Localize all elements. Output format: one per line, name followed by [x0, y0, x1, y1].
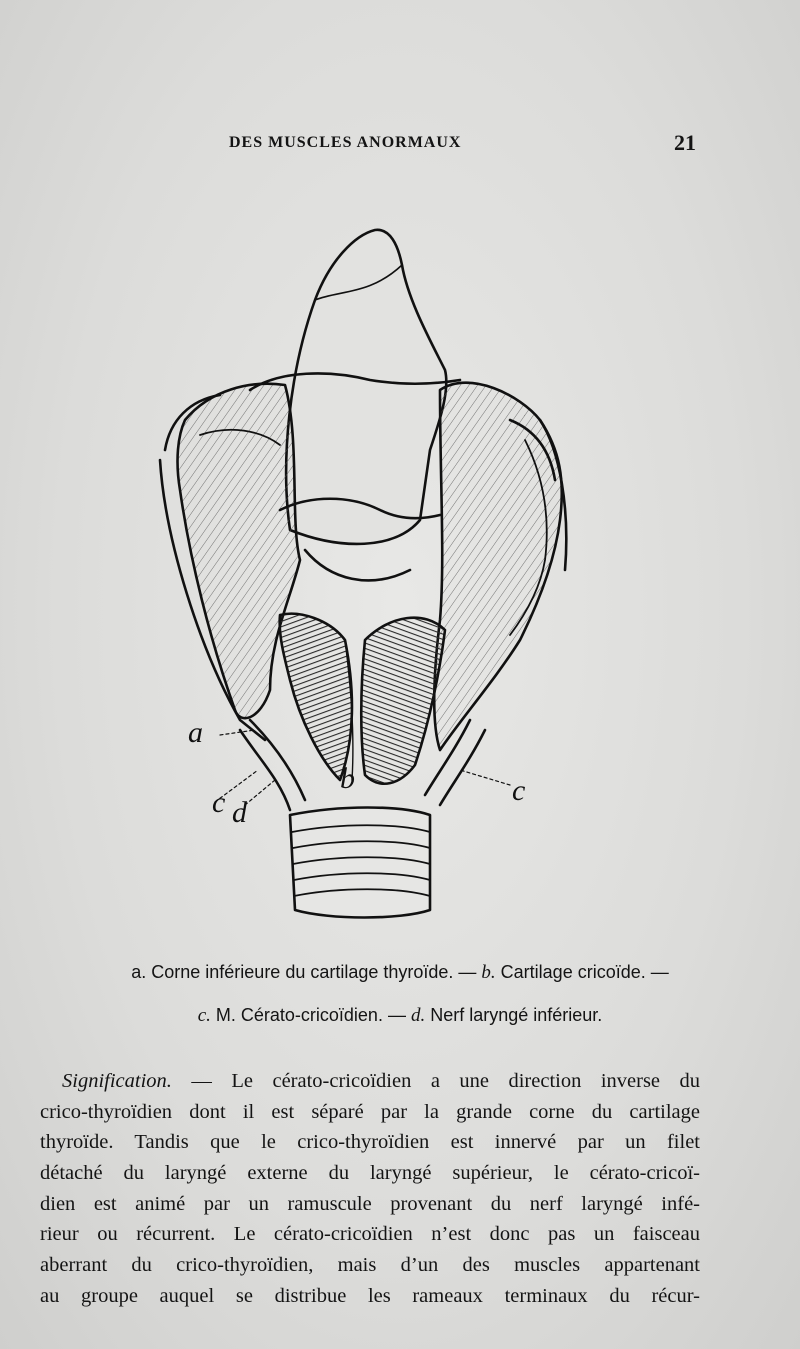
thyroid-left-wing — [178, 384, 300, 718]
thyroid-right-wing — [434, 383, 562, 750]
page-number: 21 — [674, 130, 696, 155]
figure-label-c-right: c — [512, 774, 526, 807]
figure-label-d: d — [232, 796, 247, 829]
figure-label-c-left: c — [212, 786, 226, 819]
caption-key-c: c. — [197, 1005, 211, 1026]
caption-key-b: b. — [481, 962, 496, 983]
body-line: dien est animé par un ramuscule provenant du nerf laryngé infé- — [40, 1192, 700, 1215]
body-line: aberrant du crico-thyroïdien, mais d’un des muscles appartenant — [40, 1254, 700, 1277]
ceratocricoid-muscle-left — [280, 614, 352, 780]
larynx-illustration — [140, 220, 590, 920]
body-line: thyroïde. Tandis que le crico-thyroïdien est innervé par un filet — [40, 1131, 700, 1154]
figure-caption-line-1 — [30, 962, 770, 984]
ceratocricoid-muscle-right — [361, 618, 445, 784]
figure-caption-line-2 — [30, 1005, 770, 1027]
section-lead: Signification. — [62, 1070, 172, 1092]
trachea — [290, 808, 430, 918]
caption-text-c: M. Cérato-cricoïdien. — — [210, 1005, 411, 1025]
body-line: rieur ou récurrent. Le cérato-cricoïdien n’est donc pas un faisceau — [40, 1223, 700, 1246]
caption-text-a: Corne inférieure du cartilage thyroïde. — — [146, 962, 482, 982]
caption-text-b: Cartilage cricoïde. — — [495, 962, 669, 982]
caption-key-d: d. — [410, 1005, 426, 1026]
figure-label-a: a — [188, 716, 203, 749]
caption-key-a: a. — [131, 962, 147, 982]
running-title: DES MUSCLES ANORMAUX — [229, 134, 462, 151]
larynx-engraving — [140, 220, 590, 920]
body-line: détaché du laryngé externe du laryngé supérieur, le cérato-cricoï- — [40, 1162, 700, 1185]
figure-label-b: b — [340, 762, 355, 795]
running-header — [0, 128, 800, 158]
body-line: au groupe auquel se distribue les rameaux terminaux du récur- — [40, 1284, 700, 1307]
body-line: crico-thyroïdien dont il est séparé par la grande corne du cartilage — [40, 1100, 700, 1123]
body-line: Signification. — Le cérato-cricoïdien a une direction inverse du — [62, 1070, 700, 1092]
epiglottis — [286, 230, 446, 544]
body-paragraph — [40, 1066, 700, 1312]
caption-text-d: Nerf laryngé inférieur. — [425, 1005, 603, 1025]
